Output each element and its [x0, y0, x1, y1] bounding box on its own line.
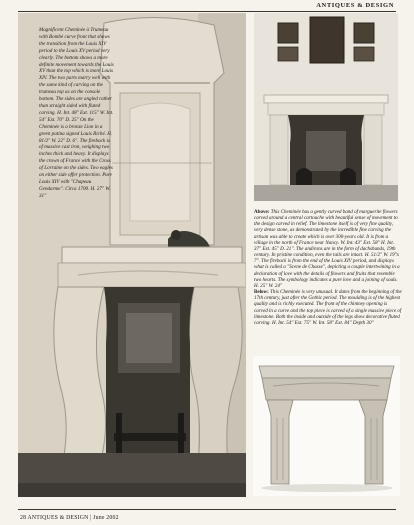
gothic-fireplace-illustration — [253, 356, 400, 496]
caption-below-paragraph — [254, 289, 402, 326]
gothic-fireplace-photo — [253, 356, 400, 496]
running-head: ANTIQUES & DESIGN — [316, 2, 394, 9]
caption-above-paragraph — [254, 209, 402, 289]
caption-below-label: Below: — [254, 289, 269, 296]
header-rule — [18, 11, 396, 12]
marguerite-fireplace-illustration — [254, 13, 398, 201]
left-caption: Magnificent Cheminée à Trumeau with Bombé curve front that shows the transition from the Louis XIV period to the Louis XV period very clearly. The bottom shows a more definite movement towards the Louis XV than the top which is more Louis XIV. The two parts marry well with the same kind of carving on the trumeau top as on the console bottom. The sides are angled rather than straight sided with fluted carving. H. Int. 48" Ext. 115" W. Int. 54" Ext. 70" D. 25" On the Cheminée is a bronze Lion in a green patina signed Louis Riché. H. 81/2" W. 22" D. 6". The fireback is of massive cast iron, weighing two inches thick and heavy. It displays the crown of France with the Cross of Lorraine on the sides. Two eagles on either side offer protection. Pure Louis XIV with "Chapeau Gendarme". Circa 1700. H. 27" W. 31" — [39, 27, 114, 199]
main-fireplace-photo — [18, 13, 246, 497]
caption-above-label: Above: — [254, 209, 270, 215]
right-caption — [254, 209, 402, 326]
caption-below-text: This Cheminée is very unusual. It dates from the beginning of the 17th century, just after the Gothic period. The moulding is of the highest quality and is richly executed. The front of the chimney opening is carved in a curve and the top piece is carved of a single massive piece of limestone. Both the inside and outside of the legs show decorative fluted carving. H. Int. 54" Ext. 75" W. Int. 58" Ext. 84" Depth 30" — [254, 289, 402, 326]
marguerite-fireplace-photo — [254, 13, 398, 201]
footer-rule — [18, 509, 396, 510]
caption-above-text: This Cheminée has a gently curved band of marguerite flowers carved around a central cartouche with beautiful sense of movement to the design carved in relief. The limestone itself is of very fine quality, very dense stone, as demonstrated by the incredible fine carving the artisan was able to create which is over 300-years old. It is from a village in the north of France near Nancy. W. Int. 43" Ext. 58" H. Int. 37" Ext. 45" D. 21". The andirons are in the form of dachshunds, 19th century. In pristine condition, even the tails are intact. H. 51/2" W. 19"x 7". The fireback is from the end of the Louis XIV period, and displays what is called a "Scene de Chasse", depicting a couple intertwining in a declaration of love with the details of flowers and fruits that resemble two hearts. The symbology indicates a pure love and a joining of souls. H. 25" W. 24" — [254, 209, 400, 289]
page-footer: 28 ANTIQUES & DESIGN | June 2002 — [20, 515, 119, 521]
